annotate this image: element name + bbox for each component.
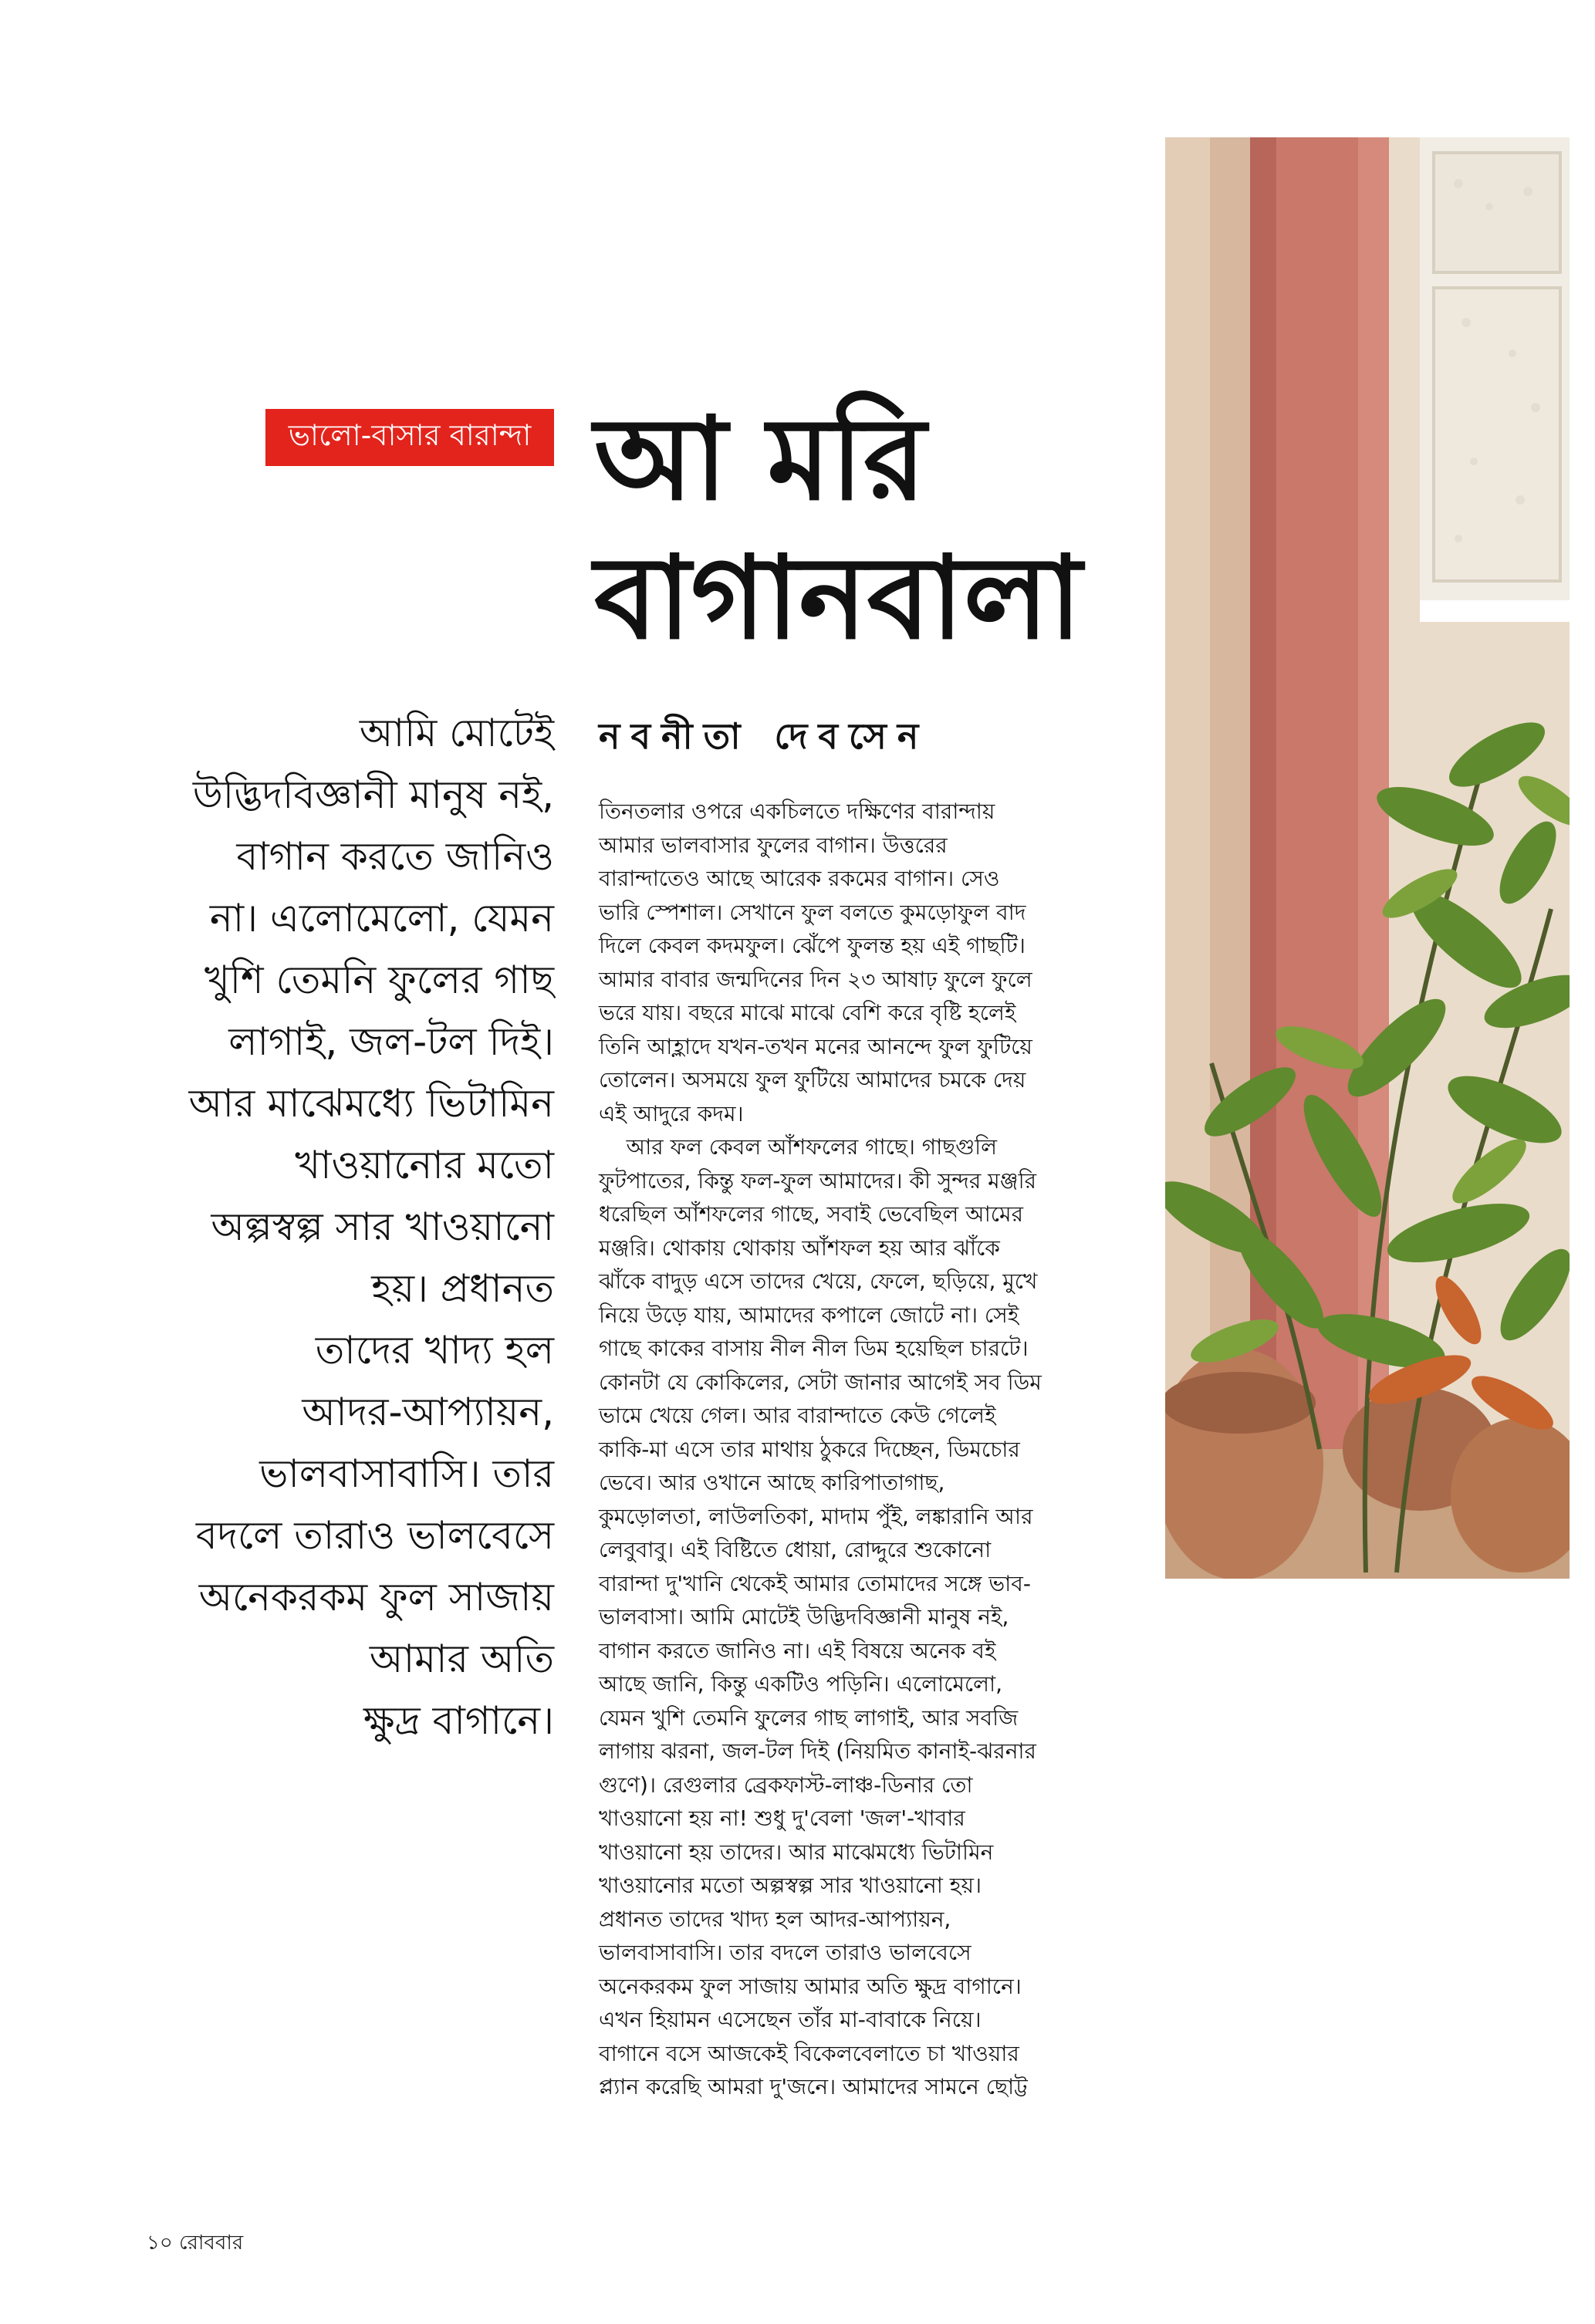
body-line: কাকি-মা এসে তার মাথায় ঠুকরে দিচ্ছেন, ডিমচোর [599,1436,1020,1462]
body-line: বারান্দা দু'খানি থেকেই আমার তোমাদের সঙ্গে ভাব- [599,1570,1031,1596]
pull-quote-line: আমি মোটেই [359,711,554,755]
pull-quote [147,702,554,1751]
body-line: খাওয়ানো হয় তাদের। আর মাঝেমধ্যে ভিটামিন [599,1839,994,1865]
body-line: দিলে কেবল কদমফুল। ঝেঁপে ফুলন্ত হয় এই গাছটি। [599,933,1026,958]
body-line: কুমড়োলতা, লাউলতিকা, মাদাম পুঁই, লঙ্কারানি আর [599,1503,1033,1529]
pull-quote-line: উদ্ভিদবিজ্ঞানী মানুষ নই, [192,772,554,817]
body-line: বারান্দাতেও আছে আরেক রকমের বাগান। সেও [599,866,1000,891]
headline-line-1: আ মরি [594,393,927,525]
body-line: ভারি স্পেশাল। সেখানে ফুল বলতে কুমড়োফুল বাদ [599,899,1026,925]
body-line: আমার ভালবাসার ফুলের বাগান। উত্তরের [599,832,948,858]
body-line: এখন হিয়ামন এসেছেন তাঁর মা-বাবাকে নিয়ে। [599,2007,982,2032]
pull-quote-line: অনেকরকম ফুল সাজায় [198,1575,554,1620]
body-line: প্ল্যান করেছি আমরা দু'জনে। আমাদের সামনে ছোট্ট [599,2074,1028,2099]
pull-quote-line: হয়। প্রধানত [371,1266,554,1311]
body-line: নিয়ে উড়ে যায়, আমাদের কপালে জোটে না। সেই [599,1302,1019,1328]
body-line: যেমন খুশি তেমনি ফুলের গাছ লাগাই, আর সবজি [599,1704,1019,1731]
body-line: এই আদুরে কদম। [599,1100,744,1127]
page-folio: ১০ রোববার [147,2231,244,2255]
body-line: ফুটপাতের, কিন্তু ফল-ফুল আমাদের। কী সুন্দর মঞ্জরি [599,1167,1037,1194]
body-line: আমার বাবার জন্মদিনের দিন ২৩ আষাঢ় ফুলে ফুলে [599,966,1032,992]
pull-quote-line: খাওয়ানোর মতো [295,1143,554,1187]
body-line: আর ফল কেবল আঁশফলের গাছে। গাছগুলি [599,1134,997,1160]
body-line: গাছে কাকের বাসায় নীল নীল ডিম হয়েছিল চারটে। [599,1336,1029,1361]
body-line: খাওয়ানো হয় না! শুধু দু'বেলা 'জল'-খাবার [599,1805,965,1831]
body-line: লেবুবাবু। এই বিষ্টিতে ধোয়া, রোদ্দুরে শুকোনো [599,1537,992,1562]
headline [594,390,1150,667]
body-line: মঞ্জরি। থোকায় থোকায় আঁশফল হয় আর ঝাঁকে [599,1235,1000,1261]
body-line: আছে জানি, কিন্তু একটিও পড়িনি। এলোমেলো, [599,1671,1003,1697]
pull-quote-line: খুশি তেমনি ফুলের গাছ [204,958,554,1002]
body-line: ভামে খেয়ে গেল। আর বারান্দাতে কেউ গেলেই [599,1403,996,1428]
body-line: ভালবাসা। আমি মোটেই উদ্ভিদবিজ্ঞানী মানুষ নই, [599,1604,1009,1630]
pull-quote-line: বাগান করতে জানিও [236,834,554,879]
pull-quote-line: অল্পস্বল্প সার খাওয়ানো [211,1204,554,1249]
body-line: লাগায় ঝরনা, জল-টল দিই (নিয়মিত কানাই-ঝরনার [599,1738,1036,1764]
pull-quote-line: না। এলোমেলো, যেমন [209,896,554,941]
section-tag: ভালো-বাসার বারান্দা [265,409,554,466]
body-line: কোনটা যে কোকিলের, সেটা জানার আগেই সব ডিম [599,1369,1042,1395]
body-line: ভরে যায়। বছরে মাঝে মাঝে বেশি করে বৃষ্টি হলেই [599,1000,1016,1025]
body-line: ঝাঁকে বাদুড় এসে তাদের খেয়ে, ফেলে, ছড়িয়ে, মুখে [599,1268,1038,1294]
article-body [599,795,1139,2104]
pull-quote-line: ক্ষুদ্র বাগানে। [363,1698,554,1743]
body-line: ভালবাসাবাসি। তার বদলে তারাও ভালবেসে [599,1940,972,1965]
author-byline: নবনীতা দেবসেন [599,715,930,757]
pull-quote-line: লাগাই, জল-টল দিই। [228,1019,554,1064]
body-line: তিনি আহ্লাদে যখন-তখন মনের আনন্দে ফুল ফুটিয়ে [599,1033,1032,1059]
pull-quote-line: আর মাঝেমধ্যে ভিটামিন [188,1081,554,1126]
pull-quote-line: ভালবাসাবাসি। তার [259,1451,554,1496]
body-line: গুণে)। রেগুলার ব্রেকফাস্ট-লাঞ্চ-ডিনার তো [599,1772,973,1798]
pull-quote-line: আদর-আপ্যায়ন, [302,1390,554,1434]
body-line: বাগান করতে জানিও না। এই বিষয়ে অনেক বই [599,1637,996,1664]
body-line: ধরেছিল আঁশফলের গাছে, সবাই ভেবেছিল আমের [599,1201,1024,1227]
body-line: বাগানে বসে আজকেই বিকেলবেলাতে চা খাওয়ার [599,2040,1019,2066]
pull-quote-line: তাদের খাদ্য হল [315,1328,554,1373]
body-line: খাওয়ানোর মতো অল্পস্বল্প সার খাওয়ানো হয়। [599,1873,982,1898]
balcony-garden-photo [1165,137,1570,1579]
pull-quote-line: আমার অতি [369,1637,554,1681]
headline-line-2: বাগানবালা [594,532,1083,664]
body-line: তিনতলার ওপরে একচিলতে দক্ষিণের বারান্দায় [599,799,995,824]
body-line: প্রধানত তাদের খাদ্য হল আদর-আপ্যায়ন, [599,1906,951,1932]
body-line: তোলেন। অসময়ে ফুল ফুটিয়ে আমাদের চমকে দেয় [599,1067,1026,1093]
pull-quote-line: বদলে তারাও ভালবেসে [195,1513,554,1558]
body-line: ভেবে। আর ওখানে আছে কারিপাতাগাছ, [599,1470,945,1495]
body-line: অনেকরকম ফুল সাজায় আমার অতি ক্ষুদ্র বাগানে। [599,1973,1022,1999]
